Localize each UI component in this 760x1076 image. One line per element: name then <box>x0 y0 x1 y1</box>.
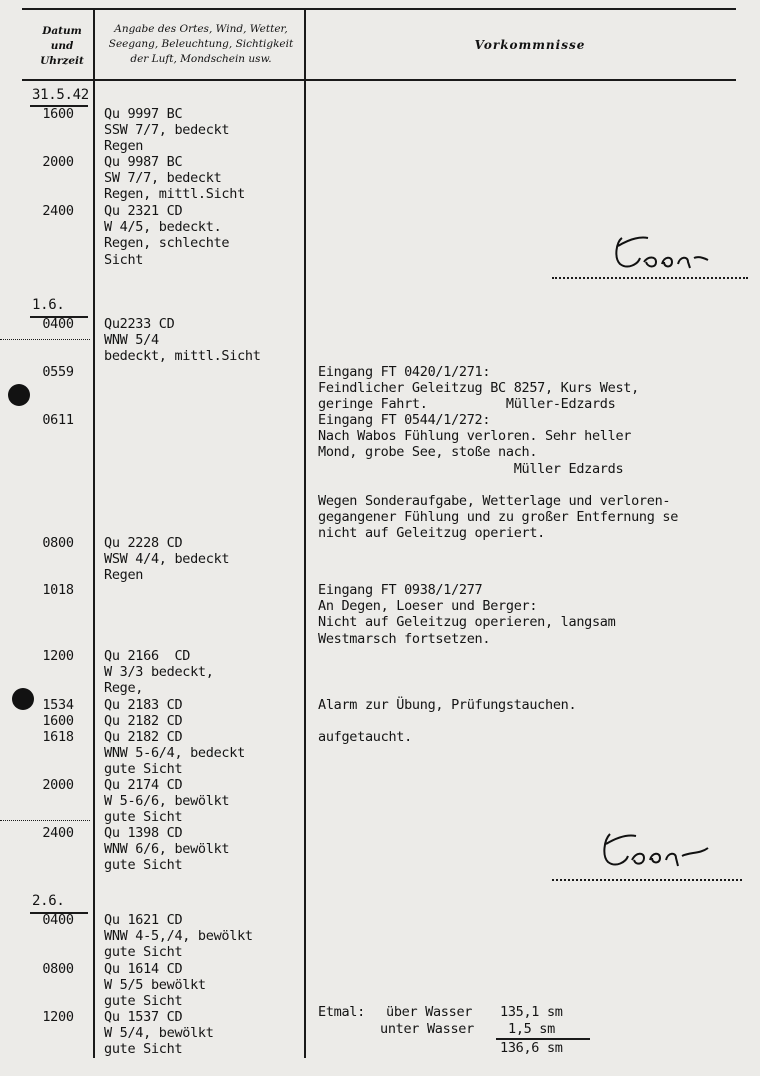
time: 1534 <box>42 697 74 713</box>
header-vorkommnisse: Vorkommnisse <box>474 38 586 52</box>
position-weather: Qu 2166 CD W 3/3 bedeckt, Rege, <box>104 648 214 697</box>
position-weather: Qu 1537 CD W 5/4, bewölkt gute Sicht <box>104 1009 214 1058</box>
punch-hole <box>8 384 30 406</box>
date-label: 31.5.42 <box>32 87 89 103</box>
event-text: Eingang FT 0938/1/277 An Degen, Loeser und Berger: Nicht auf Geleitzug operieren, langsam Westmarsch fortsetzen. <box>318 582 616 647</box>
position-weather: Qu 2182 CD <box>104 713 183 729</box>
time: 0400 <box>42 316 74 332</box>
etmal-above-label: über Wasser <box>386 1004 473 1020</box>
position-weather: Qu 2174 CD W 5-6/6, bewölkt gute Sicht <box>104 777 230 826</box>
position-weather: Qu2233 CD WNW 5/4 bedeckt, mittl.Sicht <box>104 316 261 365</box>
signature-dotted-line <box>552 879 742 881</box>
position-weather: Qu 1621 CD WNW 4-5,/4, bewölkt gute Sicht <box>104 912 253 961</box>
time: 1018 <box>42 582 74 598</box>
etmal-above-value: 135,1 sm <box>500 1004 563 1020</box>
margin-dots <box>0 820 90 821</box>
position-weather: Qu 9987 BC SW 7/7, bedeckt Regen, mittl.Sicht <box>104 154 245 203</box>
event-text: aufgetaucht. <box>318 729 412 745</box>
col-divider-1 <box>93 8 95 1058</box>
time: 2000 <box>42 777 74 793</box>
time: 1618 <box>42 729 74 745</box>
position-weather: Qu 2321 CD W 4/5, bedeckt. Regen, schlechte Sicht <box>104 203 230 268</box>
event-text: Eingang FT 0544/1/272: Nach Wabos Fühlung verloren. Sehr heller Mond, grobe See, stoße nach. Müller Edzards Wegen Sonderaufgabe, Wetterlage und verloren- gegangener Fühlung und zu großer Entfernung se nicht auf Geleitzug operiert. <box>318 412 679 542</box>
event-text: Alarm zur Übung, Prüfungstauchen. <box>318 697 577 713</box>
time: 0611 <box>42 412 74 428</box>
etmal-below-value: 1,5 sm <box>508 1021 555 1037</box>
header-datum: Datum und Uhrzeit <box>40 25 84 67</box>
signature-dotted-line <box>552 277 748 279</box>
header-rule <box>22 79 736 81</box>
top-rule <box>22 8 736 10</box>
time: 0800 <box>42 535 74 551</box>
time: 0800 <box>42 961 74 977</box>
time: 2400 <box>42 825 74 841</box>
time: 0400 <box>42 912 74 928</box>
etmal-label: Etmal: <box>318 1004 365 1020</box>
col-divider-2 <box>304 8 306 1058</box>
margin-dots <box>0 339 90 340</box>
punch-hole <box>12 688 34 710</box>
position-weather: Qu 1398 CD WNW 6/6, bewölkt gute Sicht <box>104 825 230 874</box>
time: 2400 <box>42 203 74 219</box>
time: 1200 <box>42 1009 74 1025</box>
date-label: 1.6. <box>32 297 65 313</box>
header-ort-wetter: Angabe des Ortes, Wind, Wetter, Seegang, Beleuchtung, Sichtigkeit der Luft, Mondschein usw. <box>108 23 294 65</box>
etmal-below-label: unter Wasser <box>380 1021 474 1037</box>
date-label: 2.6. <box>32 893 65 909</box>
etmal-total: 136,6 sm <box>500 1040 563 1056</box>
time: 1200 <box>42 648 74 664</box>
position-weather: Qu 2182 CD WNW 5-6/4, bedeckt gute Sicht <box>104 729 245 778</box>
position-weather: Qu 2183 CD <box>104 697 183 713</box>
time: 0559 <box>42 364 74 380</box>
position-weather: Qu 2228 CD WSW 4/4, bedeckt Regen <box>104 535 230 584</box>
signature <box>598 826 714 874</box>
position-weather: Qu 1614 CD W 5/5 bewölkt gute Sicht <box>104 961 206 1010</box>
time: 1600 <box>42 713 74 729</box>
time: 1600 <box>42 106 74 122</box>
time: 2000 <box>42 154 74 170</box>
signature <box>608 228 718 274</box>
position-weather: Qu 9997 BC SSW 7/7, bedeckt Regen <box>104 106 230 155</box>
event-text: Eingang FT 0420/1/271: Feindlicher Geleitzug BC 8257, Kurs West, geringe Fahrt. Müller-Edzards <box>318 364 639 413</box>
